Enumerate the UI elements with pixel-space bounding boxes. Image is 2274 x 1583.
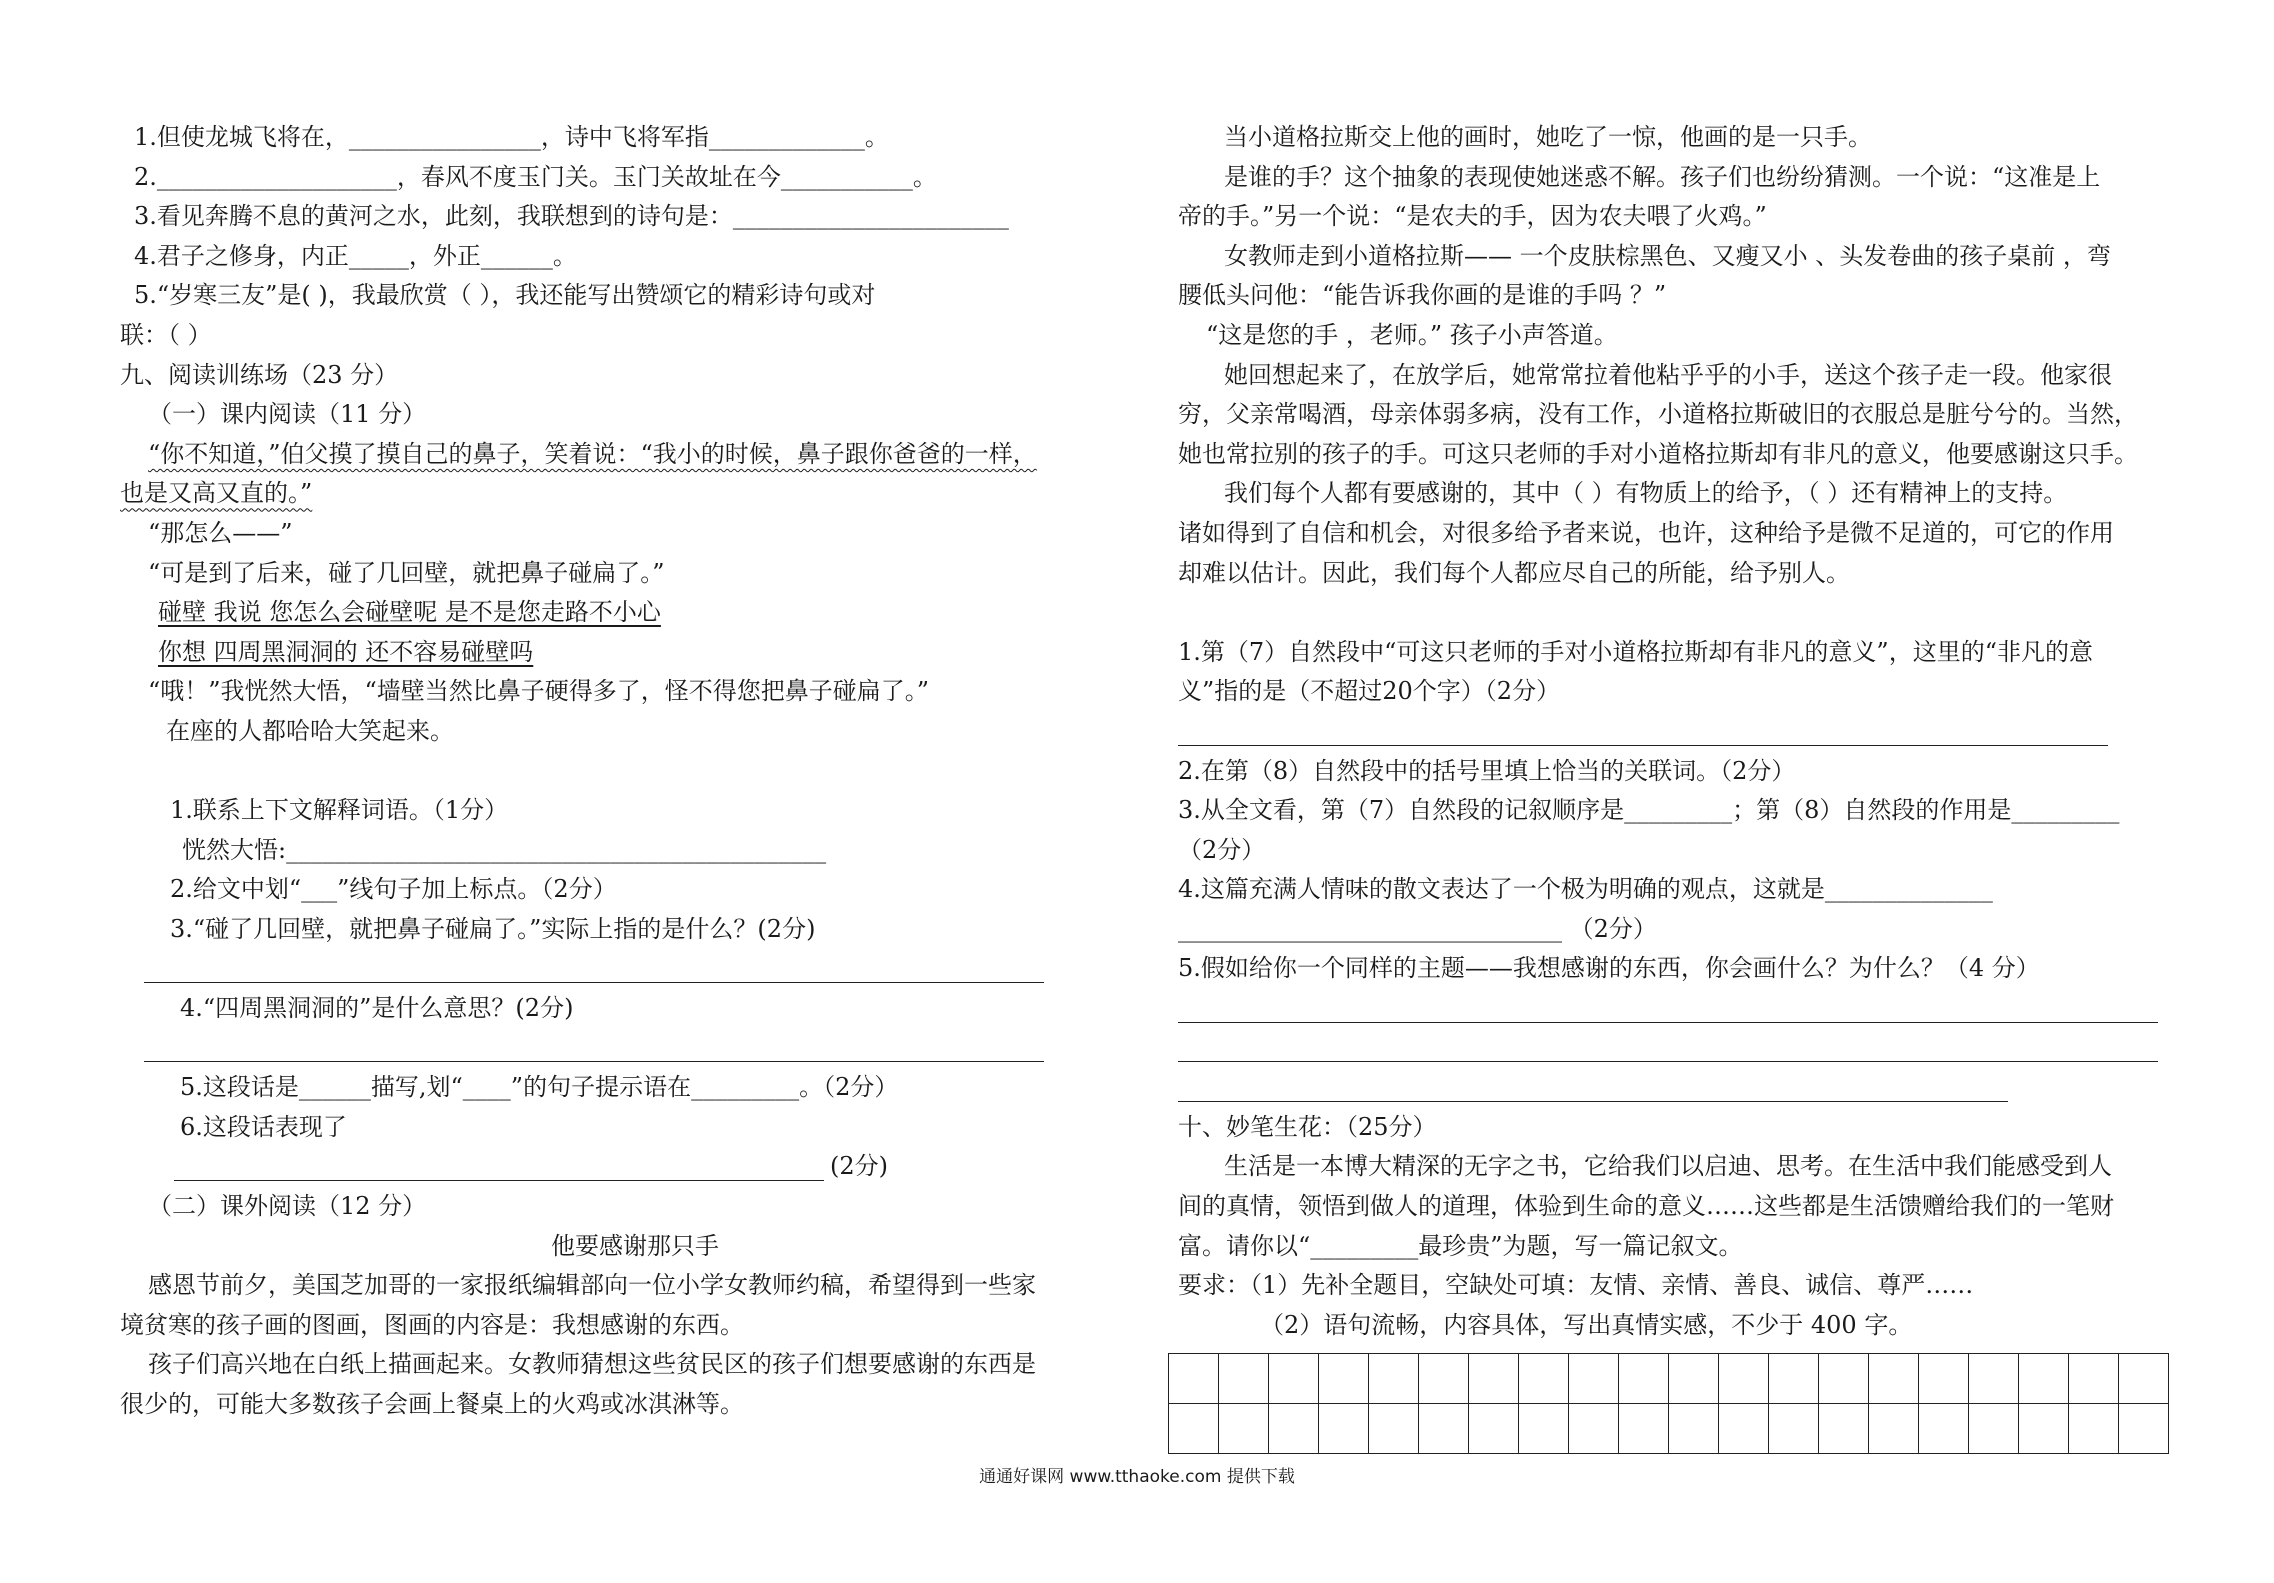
grid-cell[interactable] [1219, 1404, 1269, 1454]
p2-question-3: 3.从全文看，第（7）自然段的记叙顺序是_________；第（8）自然段的作用是_________ [1178, 796, 2120, 825]
q8-line-1: 1.但使龙城飞将在，________________，诗中飞将军指_____________。 [134, 123, 889, 151]
grid-cell[interactable] [1769, 1404, 1819, 1454]
grid-cell[interactable] [1819, 1354, 1869, 1404]
grid-cell[interactable] [1519, 1404, 1569, 1454]
p1-question-4-answer-line[interactable] [120, 1029, 1120, 1069]
passage2-cont-line-12: 却难以估计。因此，我们每个人都应尽自己的所能，给予别人。 [1178, 558, 1850, 587]
passage2-title: 他要感谢那只手 [551, 1231, 719, 1260]
grid-cell[interactable] [1769, 1354, 1819, 1404]
passage1-line-7: “哦！”我恍然大悟，“墙壁当然比鼻子硬得多了，怪不得您把鼻子碰扁了。” [148, 677, 930, 706]
grid-cell[interactable] [1319, 1404, 1369, 1454]
passage1-line-3: “那怎么——” [148, 518, 293, 547]
grid-cell[interactable] [1219, 1354, 1269, 1404]
passage2-cont-line-10: 我们每个人都有要感谢的，其中（ ）有物质上的给予，（ ）还有精神上的支持。 [1224, 479, 2068, 508]
grid-cell[interactable] [1369, 1354, 1419, 1404]
grid-cell[interactable] [1919, 1354, 1969, 1404]
p2-question-3-score: （2分） [1178, 835, 1266, 864]
grid-cell[interactable] [1169, 1404, 1219, 1454]
p2-question-1-cont: 义”指的是（不超过20个字）（2分） [1178, 677, 1561, 706]
p1-question-1-answer: 恍然大悟:_____________________________________________ [182, 835, 827, 864]
passage2-cont-line-3: 帝的手。”另一个说：“是农夫的手，因为农夫喂了火鸡。” [1178, 202, 1767, 231]
section-10-text-1: 生活是一本博大精深的无字之书，它给我们以启迪、思考。在生活中我们能感受到人 [1224, 1152, 2112, 1181]
grid-cell[interactable] [1369, 1404, 1419, 1454]
grid-cell[interactable] [1719, 1404, 1769, 1454]
p1-question-5: 5.这段话是______描写,划“____”的句子提示语在_________。（2分） [180, 1073, 899, 1102]
grid-cell[interactable] [1419, 1404, 1469, 1454]
grid-row [1169, 1404, 2169, 1454]
p2-question-4: 4.这篇充满人情味的散文表达了一个极为明确的观点，这就是______________ [1178, 875, 1993, 904]
grid-cell[interactable] [1469, 1404, 1519, 1454]
p2-question-2: 2.在第（8）自然段中的括号里填上恰当的关联词。（2分） [1178, 756, 1796, 785]
grid-cell[interactable] [1319, 1354, 1369, 1404]
passage2-cont-line-8: 穷，父亲常喝酒，母亲体弱多病，没有工作，小道格拉斯破旧的衣服总是脏兮兮的。当然， [1178, 400, 2138, 429]
grid-cell[interactable] [1969, 1354, 2019, 1404]
section-10-text-2: 间的真情，领悟到做人的道理，体验到生命的意义……这些都是生活馈赠给我们的一笔财 [1178, 1192, 2114, 1221]
p2-question-5-answer-line-2[interactable] [1178, 1029, 2178, 1069]
p2-question-5: 5.假如给你一个同样的主题——我想感谢的东西，你会画什么？为什么？（4 分） [1178, 954, 2040, 983]
section-10-requirement-1: 要求：（1）先补全题目，空缺处可填：友情、亲情、善良、诚信、尊严…… [1178, 1271, 1974, 1300]
p1-question-1: 1.联系上下文解释词语。（1分） [170, 796, 509, 825]
p2-question-4-cont: ________________________________ （2分） [1178, 914, 1657, 943]
grid-cell[interactable] [1619, 1354, 1669, 1404]
p1-question-6-score: (2分) [830, 1152, 888, 1181]
p2-question-1-answer-line[interactable] [1178, 712, 2178, 752]
grid-cell[interactable] [1269, 1404, 1319, 1454]
grid-cell[interactable] [2019, 1404, 2069, 1454]
passage1-line-5: 碰壁 我说 您怎么会碰壁呢 是不是您走路不小心 [158, 598, 661, 627]
passage1-line-4: “可是到了后来，碰了几回壁，就把鼻子碰扁了。” [148, 558, 665, 587]
grid-cell[interactable] [1669, 1404, 1719, 1454]
q8-line-2: 2.____________________，春风不度玉门关。玉门关故址在今___________。 [134, 162, 937, 191]
part-1-title: （一）课内阅读（11 分） [148, 400, 427, 429]
p2-question-5-answer-line-3[interactable] [1178, 1068, 2178, 1108]
grid-cell[interactable] [1619, 1404, 1669, 1454]
section-9-title: 九、阅读训练场（23 分） [120, 360, 399, 389]
grid-cell[interactable] [2119, 1404, 2169, 1454]
grid-cell[interactable] [2119, 1354, 2169, 1404]
grid-cell[interactable] [1969, 1404, 2019, 1454]
p1-question-3: 3.“碰了几回壁，就把鼻子碰扁了。”实际上指的是什么？(2分) [170, 914, 816, 943]
p1-question-2: 2.给文中划“___”线句子加上标点。（2分） [170, 875, 617, 904]
q8-line-5: 5.“岁寒三友”是( )，我最欣赏（ ），我还能写出赞颂它的精彩诗句或对 [134, 281, 876, 310]
p1-question-4: 4.“四周黑洞洞的”是什么意思？(2分) [180, 994, 574, 1023]
q8-line-3: 3.看见奔腾不息的黄河之水，此刻，我联想到的诗句是：_______________________ [134, 202, 1009, 231]
grid-cell[interactable] [1419, 1354, 1469, 1404]
passage2-cont-line-1: 当小道格拉斯交上他的画时，她吃了一惊，他画的是一只手。 [1224, 123, 1872, 151]
grid-cell[interactable] [2069, 1354, 2119, 1404]
grid-cell[interactable] [1569, 1404, 1619, 1454]
passage2-cont-line-2: 是谁的手？这个抽象的表现使她迷惑不解。孩子们也纷纷猜测。一个说：“这准是上 [1224, 162, 2101, 191]
grid-cell[interactable] [2019, 1354, 2069, 1404]
p2-question-5-answer-line-1[interactable] [1178, 989, 2178, 1029]
passage2-cont-line-4: 女教师走到小道格拉斯—— 一个皮肤棕黑色、又瘦又小 、头发卷曲的孩子桌前 ，弯 [1224, 241, 2111, 270]
passage2-cont-line-7: 她回想起来了，在放学后，她常常拉着他粘乎乎的小手，送这个孩子走一段。他家很 [1224, 360, 2112, 389]
passage1-line-2: 也是又高又直的。” [120, 479, 313, 508]
q8-line-4: 4.君子之修身，内正_____，外正______。 [134, 241, 577, 270]
passage1-line-1: “你不知道，”伯父摸了摸自己的鼻子，笑着说：“我小的时候，鼻子跟你爸爸的一样， [148, 439, 1037, 468]
grid-cell[interactable] [1569, 1354, 1619, 1404]
grid-cell[interactable] [1169, 1354, 1219, 1404]
section-10-requirement-2: （2）语句流畅，内容具体，写出真情实感，不少于 400 字。 [1260, 1310, 1913, 1339]
grid-cell[interactable] [2069, 1404, 2119, 1454]
passage2-line-3: 孩子们高兴地在白纸上描画起来。女教师猜想这些贫民区的孩子们想要感谢的东西是 [148, 1350, 1036, 1379]
grid-row [1169, 1354, 2169, 1404]
grid-cell[interactable] [1869, 1404, 1919, 1454]
grid-cell[interactable] [1519, 1354, 1569, 1404]
grid-cell[interactable] [1469, 1354, 1519, 1404]
grid-cell[interactable] [1269, 1354, 1319, 1404]
grid-cell[interactable] [1819, 1404, 1869, 1454]
left-column [120, 118, 1120, 1425]
passage2-cont-line-9: 她也常拉别的孩子的手。可这只老师的手对小道格拉斯却有非凡的意义，他要感谢这只手。 [1178, 439, 2138, 468]
p1-question-6: 6.这段话表现了 [180, 1112, 347, 1141]
passage2-line-4: 很少的，可能大多数孩子会画上餐桌上的火鸡或冰淇淋等。 [120, 1390, 744, 1418]
footer-credit: 通通好课网 www.tthaoke.com 提供下载 [979, 1467, 1295, 1487]
section-10-text-3: 富。请你以“_________最珍贵”为题，写一篇记叙文。 [1178, 1231, 1743, 1260]
p1-question-3-answer-line[interactable] [120, 949, 1120, 989]
grid-cell[interactable] [1669, 1354, 1719, 1404]
right-column [1178, 118, 2178, 1345]
passage1-line-8: 在座的人都哈哈大笑起来。 [166, 716, 454, 745]
writing-grid[interactable] [1168, 1353, 2169, 1454]
p2-question-1: 1.第（7）自然段中“可这只老师的手对小道格拉斯却有非凡的意义”，这里的“非凡的意 [1178, 637, 2093, 666]
p1-question-6-answer-line[interactable] [120, 1147, 1120, 1187]
passage1-line-6: 你想 四周黑洞洞的 还不容易碰壁吗 [158, 637, 534, 666]
q8-line-6: 联：（ ） [120, 320, 212, 349]
passage2-line-2: 境贫寒的孩子画的图画，图画的内容是：我想感谢的东西。 [120, 1310, 744, 1339]
passage2-line-1: 感恩节前夕，美国芝加哥的一家报纸编辑部向一位小学女教师约稿，希望得到一些家 [148, 1271, 1036, 1300]
grid-cell[interactable] [1869, 1354, 1919, 1404]
passage2-cont-line-6: “这是您的手 ，老师。” 孩子小声答道。 [1206, 320, 1618, 349]
passage2-cont-line-5: 腰低头问他：“能告诉我你画的是谁的手吗 ？” [1178, 281, 1667, 310]
part-2-title: （二）课外阅读（12 分） [148, 1192, 427, 1221]
passage2-cont-line-11: 诸如得到了自信和机会，对很多给予者来说，也许，这种给予是微不足道的，可它的作用 [1178, 518, 2114, 547]
grid-cell[interactable] [1719, 1354, 1769, 1404]
grid-cell[interactable] [1919, 1404, 1969, 1454]
section-10-title: 十、妙笔生花：（25分） [1178, 1112, 1437, 1141]
